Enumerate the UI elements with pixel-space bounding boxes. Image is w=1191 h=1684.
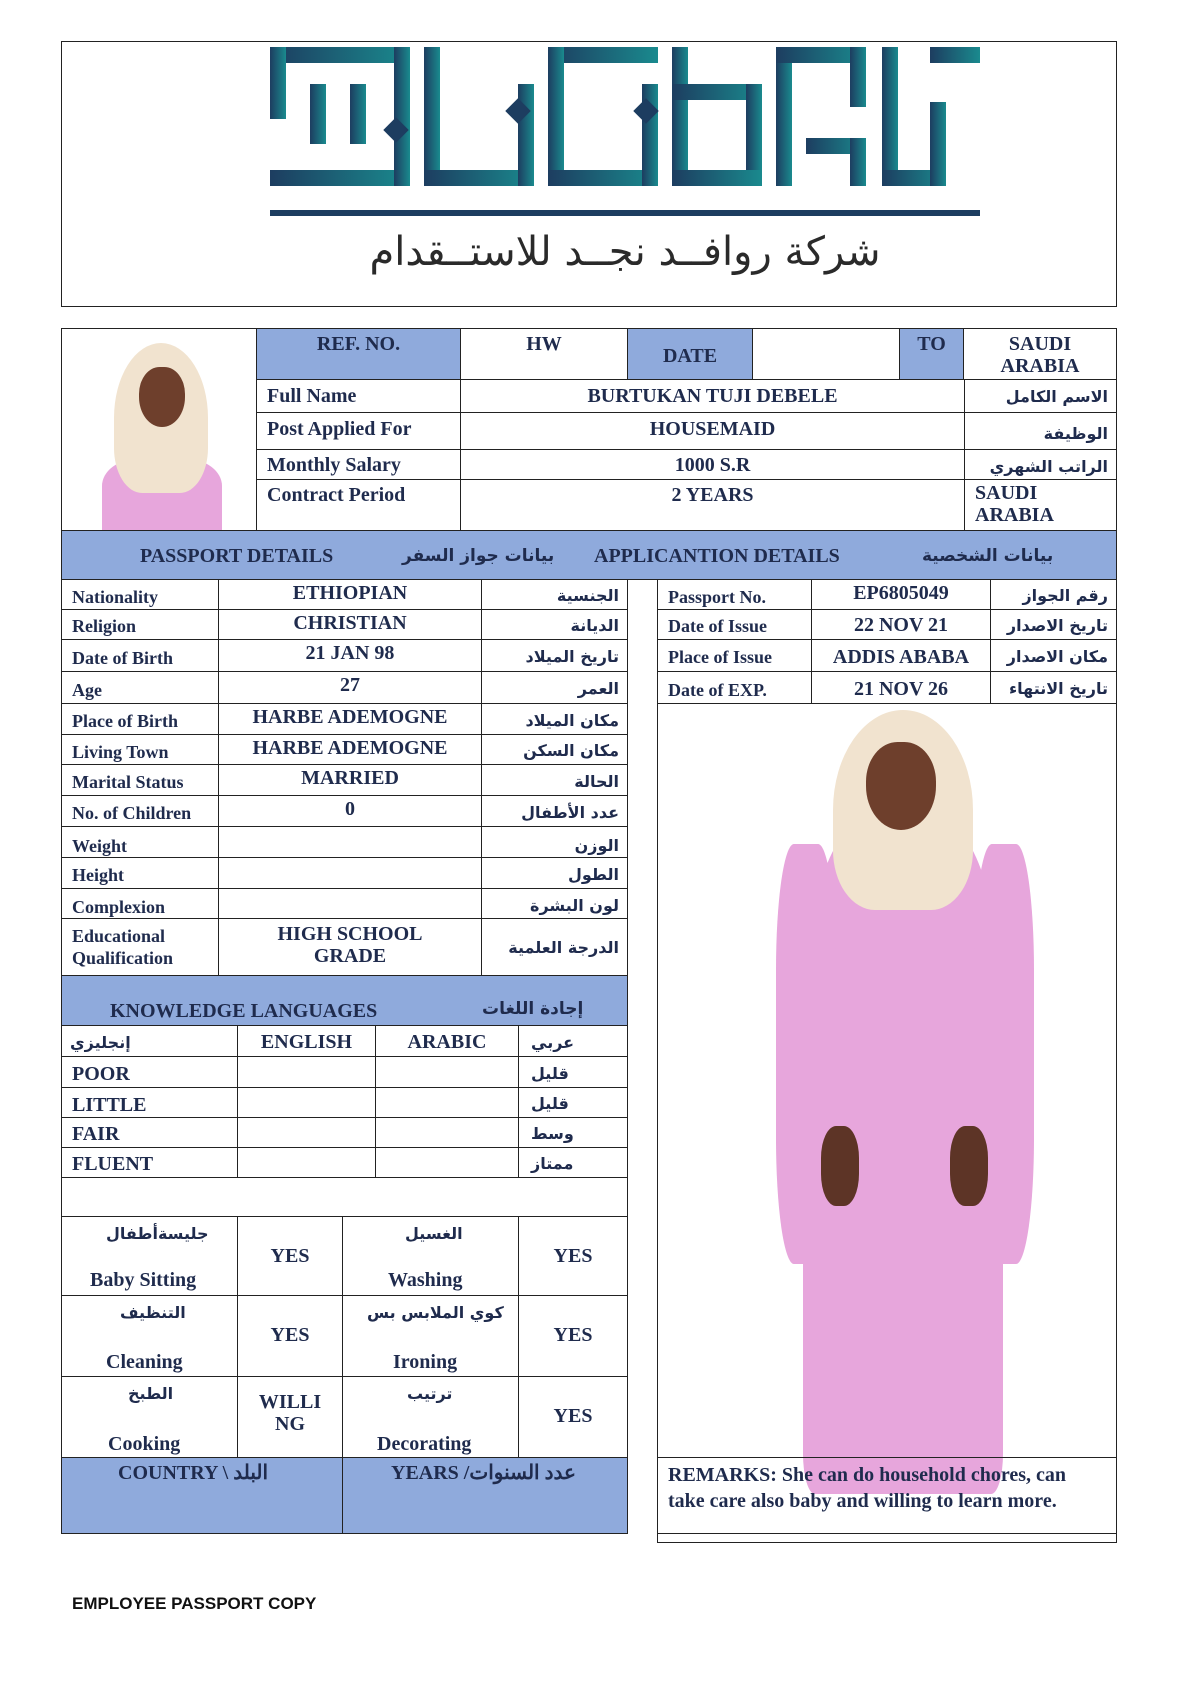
education-label: Educational Qualification bbox=[61, 918, 219, 976]
skill-cleaning-en: Cleaning bbox=[106, 1351, 183, 1373]
skill-washing-en: Washing bbox=[388, 1269, 463, 1291]
lang-english-fair bbox=[237, 1117, 376, 1148]
birthplace-label: Place of Birth bbox=[61, 703, 219, 735]
lang-row-fluent-ar: ممتاز bbox=[518, 1147, 628, 1178]
living-town-value: HARBE ADEMOGNE bbox=[218, 734, 482, 765]
post-value: HOUSEMAID bbox=[460, 412, 965, 450]
company-header bbox=[61, 41, 1117, 307]
salary-value: 1000 S.R bbox=[460, 449, 965, 480]
section-bar bbox=[61, 530, 1117, 580]
skill-cooking-value: WILLI NG bbox=[237, 1376, 343, 1458]
lang-row-fair-ar: وسط bbox=[518, 1117, 628, 1148]
ref-no-label: REF. NO. bbox=[256, 328, 461, 380]
skill-cleaning-value: YES bbox=[237, 1295, 343, 1377]
nationality-value: ETHIOPIAN bbox=[218, 579, 482, 610]
lang-english-poor bbox=[237, 1056, 376, 1088]
languages-spacer bbox=[61, 1177, 628, 1217]
applicant-full-photo bbox=[657, 703, 1117, 1543]
children-ar: عدد الأطفال bbox=[481, 795, 628, 827]
education-value: HIGH SCHOOL GRADE bbox=[218, 918, 482, 976]
issue-date-value: 22 NOV 21 bbox=[811, 609, 991, 640]
issue-place-label: Place of Issue bbox=[657, 639, 812, 672]
languages-header bbox=[61, 975, 628, 1026]
lang-header-arabic-ar: عربي bbox=[518, 1025, 628, 1057]
skill-decorating-ar: ترتيب bbox=[407, 1384, 453, 1403]
lang-row-little: LITTLE bbox=[61, 1087, 238, 1118]
weight-ar: الوزن bbox=[481, 826, 628, 858]
skill-washing bbox=[342, 1216, 519, 1296]
date-value bbox=[752, 328, 900, 380]
weight-label: Weight bbox=[61, 826, 219, 858]
passport-details-title-ar: بيانات جواز السفر bbox=[402, 546, 555, 566]
post-label: Post Applied For bbox=[256, 412, 461, 450]
passport-no-value: EP6805049 bbox=[811, 579, 991, 610]
ref-no-value: HW bbox=[460, 328, 628, 380]
lang-arabic-fair bbox=[375, 1117, 519, 1148]
religion-ar: الديانة bbox=[481, 609, 628, 640]
marital-label: Marital Status bbox=[61, 764, 219, 796]
experience-country: COUNTRY \ البلد bbox=[61, 1457, 343, 1534]
dob-label: Date of Birth bbox=[61, 639, 219, 672]
salary-ar: الراتب الشهري bbox=[964, 449, 1117, 480]
remarks: REMARKS: She can do household chores, can take care also baby and willing to learn more. bbox=[657, 1457, 1117, 1534]
skill-ironing-en: Ironing bbox=[393, 1351, 458, 1373]
company-arabic-name: شركة روافــد نجــد للاستــقدام bbox=[369, 229, 881, 275]
skill-baby-sitting-en: Baby Sitting bbox=[90, 1269, 197, 1291]
lang-header-english-ar: إنجليزي bbox=[61, 1025, 238, 1057]
experience-years: YEARS /عدد السنوات bbox=[342, 1457, 628, 1534]
passport-details-title: PASSPORT DETAILS bbox=[140, 545, 334, 567]
full-name-value: BURTUKAN TUJI DEBELE bbox=[460, 379, 965, 413]
skill-decorating bbox=[342, 1376, 519, 1458]
complexion-value bbox=[218, 888, 482, 919]
contract-label: Contract Period bbox=[256, 479, 461, 531]
passport-no-ar: رقم الجواز bbox=[990, 579, 1117, 610]
skill-washing-value: YES bbox=[518, 1216, 628, 1296]
issue-place-value: ADDIS ABABA bbox=[811, 639, 991, 672]
languages-title: KNOWLEDGE LANGUAGES bbox=[110, 1000, 378, 1022]
skill-baby-sitting-ar: جليسةأطفال bbox=[106, 1224, 209, 1243]
education-ar: الدرجة العلمية bbox=[481, 918, 628, 976]
to-label: TO bbox=[899, 328, 964, 380]
lang-arabic-poor bbox=[375, 1056, 519, 1088]
full-name-label: Full Name bbox=[256, 379, 461, 413]
height-value bbox=[218, 857, 482, 889]
lang-row-poor-ar: قليل bbox=[518, 1056, 628, 1088]
lang-english-little bbox=[237, 1087, 376, 1118]
complexion-ar: لون البشرة bbox=[481, 888, 628, 919]
skill-ironing bbox=[342, 1295, 519, 1377]
expiry-date-ar: تاريخ الانتهاء bbox=[990, 671, 1117, 704]
height-ar: الطول bbox=[481, 857, 628, 889]
skill-decorating-en: Decorating bbox=[377, 1433, 472, 1455]
date-label: DATE bbox=[627, 328, 753, 380]
contract-note: SAUDI ARABIA bbox=[964, 479, 1117, 531]
languages-title-ar: إجادة اللغات bbox=[482, 999, 584, 1019]
religion-label: Religion bbox=[61, 609, 219, 640]
age-label: Age bbox=[61, 671, 219, 704]
lang-arabic-little bbox=[375, 1087, 519, 1118]
skill-cleaning bbox=[61, 1295, 238, 1377]
dob-value: 21 JAN 98 bbox=[218, 639, 482, 672]
skill-cleaning-ar: التنظيف bbox=[120, 1303, 186, 1322]
birthplace-value: HARBE ADEMOGNE bbox=[218, 703, 482, 735]
full-name-ar: الاسم الكامل bbox=[964, 379, 1117, 413]
issue-place-ar: مكان الاصدار bbox=[990, 639, 1117, 672]
lang-header-english: ENGLISH bbox=[237, 1025, 376, 1057]
skill-cooking-ar: الطبخ bbox=[128, 1384, 174, 1403]
issue-date-ar: تاريخ الاصدار bbox=[990, 609, 1117, 640]
passport-no-label: Passport No. bbox=[657, 579, 812, 610]
nationality-label: Nationality bbox=[61, 579, 219, 610]
expiry-date-value: 21 NOV 26 bbox=[811, 671, 991, 704]
skill-baby-sitting-value: YES bbox=[237, 1216, 343, 1296]
company-logo bbox=[62, 42, 1118, 308]
weight-value bbox=[218, 826, 482, 858]
issue-date-label: Date of Issue bbox=[657, 609, 812, 640]
birthplace-ar: مكان الميلاد bbox=[481, 703, 628, 735]
lang-header-arabic: ARABIC bbox=[375, 1025, 519, 1057]
lang-row-little-ar: قليل bbox=[518, 1087, 628, 1118]
living-town-ar: مكان السكن bbox=[481, 734, 628, 765]
to-value: SAUDI ARABIA bbox=[963, 328, 1117, 380]
lang-row-fluent: FLUENT bbox=[61, 1147, 238, 1178]
lang-arabic-fluent bbox=[375, 1147, 519, 1178]
expiry-date-label: Date of EXP. bbox=[657, 671, 812, 704]
application-details-title: APPLICANTION DETAILS bbox=[594, 545, 840, 567]
skill-cooking-en: Cooking bbox=[108, 1433, 181, 1455]
skill-decorating-value: YES bbox=[518, 1376, 628, 1458]
skill-ironing-value: YES bbox=[518, 1295, 628, 1377]
contract-value: 2 YEARS bbox=[460, 479, 965, 531]
living-town-label: Living Town bbox=[61, 734, 219, 765]
height-label: Height bbox=[61, 857, 219, 889]
salary-label: Monthly Salary bbox=[256, 449, 461, 480]
marital-value: MARRIED bbox=[218, 764, 482, 796]
application-details-title-ar: بيانات الشخصية bbox=[922, 546, 1054, 566]
post-ar: الوظيفة bbox=[964, 412, 1117, 450]
complexion-label: Complexion bbox=[61, 888, 219, 919]
children-value: 0 bbox=[218, 795, 482, 827]
skill-cooking bbox=[61, 1376, 238, 1458]
lang-english-fluent bbox=[237, 1147, 376, 1178]
skill-baby-sitting bbox=[61, 1216, 238, 1296]
religion-value: CHRISTIAN bbox=[218, 609, 482, 640]
footer-note: EMPLOYEE PASSPORT COPY bbox=[72, 1594, 317, 1613]
lang-row-poor: POOR bbox=[61, 1056, 238, 1088]
skill-ironing-ar: كوي الملابس بس bbox=[367, 1303, 504, 1322]
dob-ar: تاريخ الميلاد bbox=[481, 639, 628, 672]
nationality-ar: الجنسية bbox=[481, 579, 628, 610]
age-value: 27 bbox=[218, 671, 482, 704]
age-ar: العمر bbox=[481, 671, 628, 704]
lang-row-fair: FAIR bbox=[61, 1117, 238, 1148]
children-label: No. of Children bbox=[61, 795, 219, 827]
marital-ar: الحالة bbox=[481, 764, 628, 796]
applicant-portrait bbox=[61, 328, 257, 531]
skill-washing-ar: الغسيل bbox=[405, 1224, 463, 1243]
